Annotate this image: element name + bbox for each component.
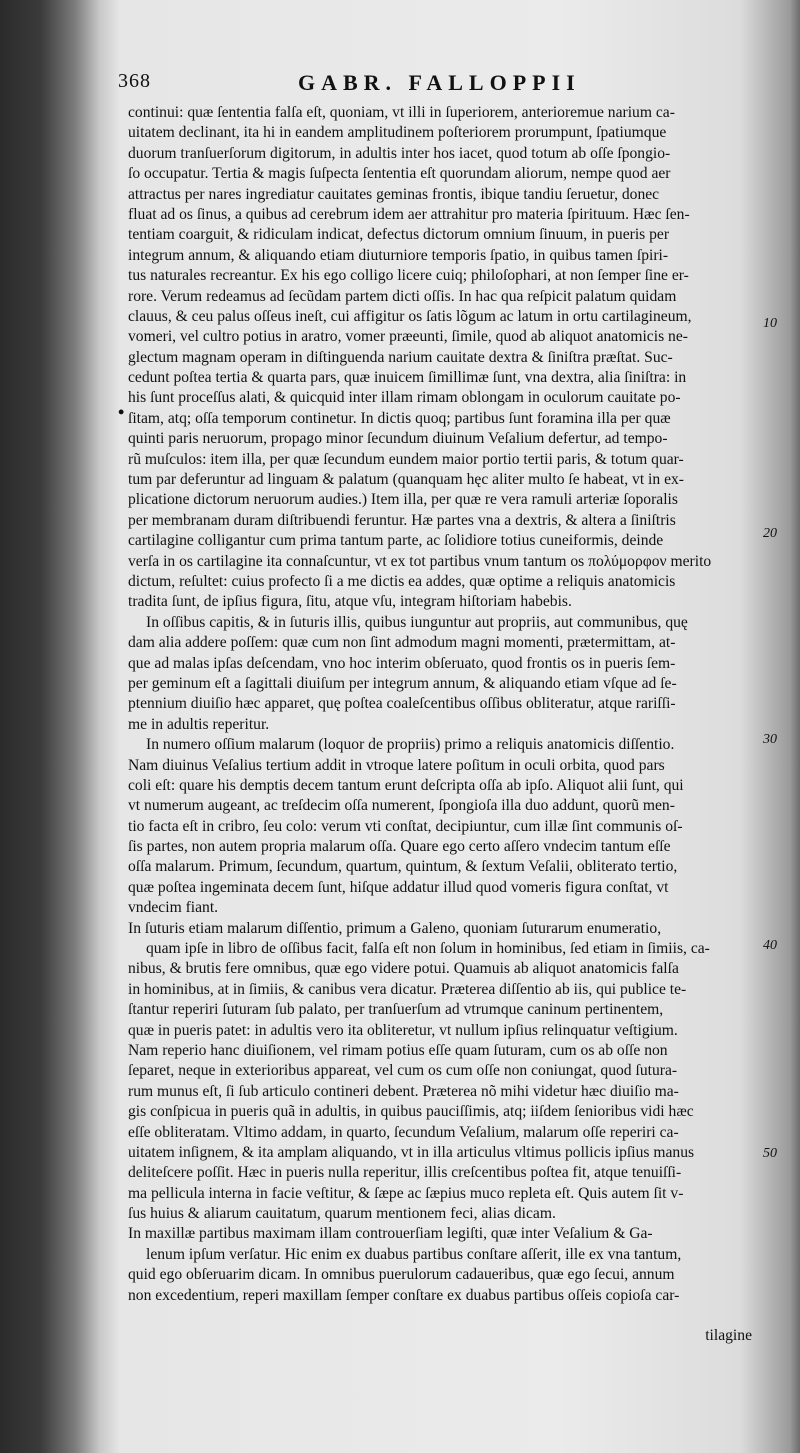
text-line: non excedentium, reperi maxillam ſemper conſtare ex duabus partibus oſſeis copioſa car- xyxy=(128,1286,680,1304)
text-line: tus naturales recreantur. Ex his ego colligo licere cuiq; philoſophari, at non ſemper ſine er- xyxy=(128,267,689,285)
text-line: oſſa malarum. Primum, ſecundum, quartum, quintum, & ſextum Veſalii, obliterato tertio, xyxy=(128,858,678,876)
text-line: uitatem inſignem, & ita amplam aliquando, vt in illa articulus vltimus pollicis ipſius manus xyxy=(128,1143,695,1161)
text-line: ptennium diuiſio hæc apparet, quę poſtea coaleſcentibus oſſibus obliteratur, atque rariſſi- xyxy=(128,695,676,713)
text-line: cedunt poſtea tertia & quarta pars, quæ inuicem ſimillimæ ſunt, vna dextra, alia ſiniſtra: in xyxy=(128,369,687,387)
margin-line-number: 40 xyxy=(763,938,777,953)
page-number: 368 xyxy=(118,70,151,92)
text-line: verſa in os cartilagine ita connaſcuntur, vt ex tot partibus vnum tantum os πολύμορφον merito xyxy=(128,552,712,570)
text-line: ſus huius & aliarum cauitatum, quarum mentionem feci, alias dicam. xyxy=(128,1205,556,1223)
text-line: vt numerum augeant, ac treſdecim oſſa numerent, ſpongioſa illa duo addunt, quorũ men- xyxy=(128,797,675,815)
text-line: ſeparet, neque in exterioribus appareat, vel cum os cum oſſe non coniungat, quod ſutura- xyxy=(128,1062,678,1080)
text-line: nibus, & brutis fere omnibus, quæ ego videre potui. Quamuis ab aliquot anatomicis falſa xyxy=(128,960,679,978)
text-line: per membranam duram diſtribuendi feruntur. Hæ partes vna a dextris, & altera a ſiniſtris xyxy=(128,511,676,529)
margin-line-number: 50 xyxy=(763,1146,777,1161)
text-line: quæ poſtea ingeminata decem ſunt, hiſque addatur illud quod vomeris figura conſtat, vt xyxy=(128,878,669,896)
text-line: Nam diuinus Veſalius tertium addit in vtroque latere poſitum in oculi orbita, quod pars xyxy=(128,756,665,774)
margin-line-number: 30 xyxy=(763,732,777,747)
text-line: que ad malas ipſas deſcendam, vno hoc interim obſeruato, quod frontis os in pueris ſem- xyxy=(128,654,676,672)
text-line: coli eſt: quare his demptis decem tantum erunt deſcripta oſſa ab ipſo. Aliquot alii ſunt, qui xyxy=(128,776,684,794)
text-line: ma pellicula interna in facie veſtitur, & ſæpe ac ſæpius muco repleta eſt. Quis autem ſit v- xyxy=(128,1184,684,1202)
text-line: cartilagine colligantur cum prima tantum parte, ac ſolidiore totius cuneiformis, deinde xyxy=(128,532,664,550)
text-line: quid ego obſeruarim dicam. In omnibus puerulorum cadaueribus, quæ ego ſecui, annum xyxy=(128,1266,675,1284)
text-line: fluat ad os ſinus, a quibus ad cerebrum idem aer attrahitur pro materia ſpirituum. Hæc ſen- xyxy=(128,205,690,223)
bullet-mark: • xyxy=(118,402,125,422)
margin-line-number: 10 xyxy=(763,316,777,331)
text-line: deliteſcere poſſit. Hæc in pueris nulla reperitur, illis creſcentibus poſtea fit, atque tenuiſſi- xyxy=(128,1164,682,1182)
text-line: per geminum eſt a ſagittali diuiſum per integrum annum, & aliquando etiam vſque ad ſe- xyxy=(128,674,677,692)
text-line: tio facta eſt in cribro, ſeu colo: verum vti conſtat, decipiuntur, cum illæ ſint communis oſ- xyxy=(128,817,683,835)
margin-line-number: 20 xyxy=(763,526,777,541)
text-line: eſſe obliteratam. Vltimo addam, in quarto, ſecundum Veſalium, malarum oſſe reperiri ca- xyxy=(128,1123,679,1141)
text-line: glectum magnam operam in diſtinguenda narium cauitate dextra & ſiniſtra præſtat. Suc- xyxy=(128,348,673,366)
text-line: vndecim fiant. xyxy=(128,899,219,917)
text-line: integrum annum, & aliquando etiam diuturniore temporis ſpatio, in quibus tamen ſpiri- xyxy=(128,246,669,264)
text-line: rum munus eſt, ſi ſub articulo contineri debent. Præterea nõ mihi videtur hæc diuiſio ma- xyxy=(128,1082,679,1100)
text-line: his ſunt proceſſus alati, & quicquid inter illam rimam oblongam in oculorum cauitate po- xyxy=(128,389,681,407)
text-line: In ſuturis etiam malarum diſſentio, primum a Galeno, quoniam ſuturarum enumeratio, xyxy=(128,919,662,937)
paragraph-start-line: In oſſibus capitis, & in ſuturis illis, quibus iunguntur aut propriis, aut communibus, quę xyxy=(146,613,688,631)
paragraph-start-line: quam ipſe in libro de oſſibus facit, falſa eſt non ſolum in hominibus, ſed etiam in ſimiis, ca- xyxy=(146,940,710,958)
text-line: ſo occupatur. Tertia & magis ſuſpecta ſententia eſt quorundam aliorum, nempe quod aer xyxy=(128,165,671,183)
paragraph-start-line: In numero oſſium malarum (loquor de propriis) primo a reliquis anatomicis diſſentio. xyxy=(146,736,675,754)
text-line: vomeri, vel cultro potius in aratro, vomer præeunti, ſimile, quod ab aliquot anatomicis ne- xyxy=(128,328,688,346)
text-line xyxy=(128,1306,760,1326)
text-line: clauus, & ceu palus oſſeus ineſt, cui affigitur os ſatis lõgum ac latum in ortu cartilagineum, xyxy=(128,307,692,325)
text-line: continui: quæ ſententia falſa eſt, quoniam, vt illi in ſuperiorem, anterioremue narium ca- xyxy=(128,104,675,121)
text-line: plicatione dictorum neruorum audies.) Item illa, per quæ re vera ramuli arteriæ ſoporalis xyxy=(128,491,678,509)
text-line: attractus per nares ingrediatur cauitates geminas frontis, ibique tandiu ſeruetur, donec xyxy=(128,185,660,203)
paragraph-start-line: lenum ipſum verſatur. Hic enim ex duabus partibus conſtare aſſerit, ille ex vna tantum, xyxy=(146,1245,682,1263)
text-line: ſis partes, non autem propria malarum oſſa. Quare ego certo aſſero vndecim tantum eſſe xyxy=(128,838,671,856)
text-line: tentiam coarguit, & ridiculam indicat, defectus dictorum omnium ſinuum, in pueris per xyxy=(128,226,670,244)
text-line: quæ in pueris patet: in adultis vero ita obliteretur, vt nullum ipſius relinquatur veſtigium. xyxy=(128,1021,678,1039)
text-line: In maxillæ partibus maximam illam controuerſiam legiſti, quæ inter Veſalium & Ga- xyxy=(128,1225,653,1243)
text-line: ſitam, atq; oſſa temporum continetur. In dictis quoq; partibus ſunt foramina illa per quæ xyxy=(128,409,671,427)
text-line: me in adultis reperitur. xyxy=(128,715,270,733)
catchword: tilagine xyxy=(705,1327,752,1345)
text-line: tum par deferuntur ad linguam & palatum (quanquam hęc aliter multo ſe habeat, vt in ex- xyxy=(128,471,684,489)
text-line: ſtantur reperiri ſuturam ſub palato, per tranſuerſum ad vtrumque caninum pertinentem, xyxy=(128,1001,664,1019)
text-line: in hominibus, at in ſimiis, & canibus vera dicatur. Præterea diſſentio ab iis, qui publice te- xyxy=(128,980,687,998)
text-line: tradita ſunt, de ipſius figura, ſitu, atque vſu, integram hiſtoriam habebis. xyxy=(128,593,572,611)
text-line: rore. Verum redeamus ad ſecũdam partem dicti oſſis. In hac qua reſpicit palatum quidam xyxy=(128,287,677,305)
text-line: duorum tranſuerſorum digitorum, in adultis inter hos iacet, quod totum ab oſſe ſpongio- xyxy=(128,144,671,162)
text-line: gis conſpicua in pueris quã in adultis, in quibus pauciſſimis, atq; iiſdem ſenioribus vidi hæc xyxy=(128,1103,694,1121)
text-line: dictum, reſultet: cuius profecto ſi a me dictis ea addes, quæ optime a reliquis anatomicis xyxy=(128,572,676,590)
text-line: dam alia addere poſſem: quæ cum non ſint admodum magni momenti, prætermittam, at- xyxy=(128,634,676,652)
text-line: Nam reperio hanc diuiſionem, vel rimam potius eſſe quam ſuturam, cum os ab oſſe non xyxy=(128,1041,668,1059)
text-line: quinti paris neruorum, propago minor ſecundum diuinum Veſalium defertur, ad tempo- xyxy=(128,430,668,448)
running-title: GABR. FALLOPPII xyxy=(298,70,581,95)
text-line: uitatem declinant, ita hi in eandem amplitudinem poſteriorem prorumpunt, ſpatiumque xyxy=(128,124,667,142)
text-line: rũ muſculos: item illa, per quæ ſecundum eundem maior portio tertii paris, & totum quar- xyxy=(128,450,684,468)
body-text xyxy=(128,103,760,1347)
